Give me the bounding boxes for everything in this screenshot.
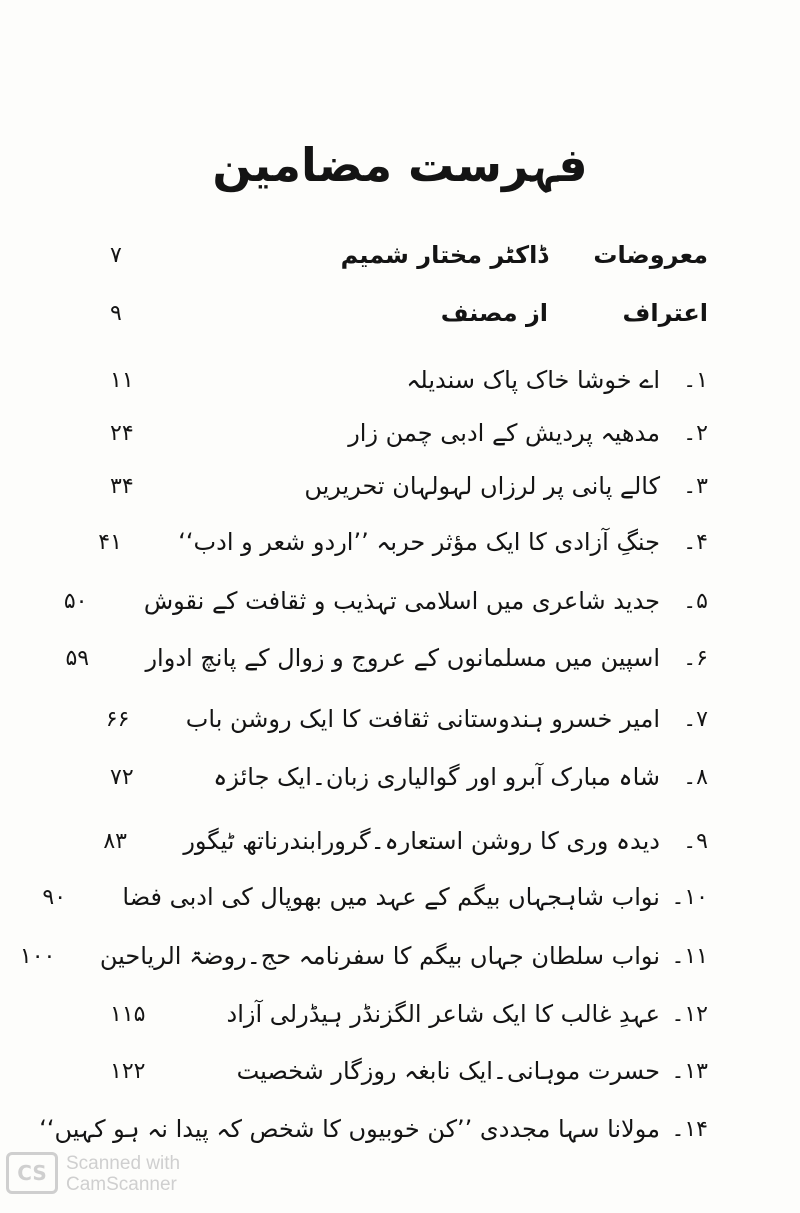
entry-number: ۱۴۔ — [671, 1116, 708, 1142]
entry-number: ۶۔ — [683, 645, 708, 671]
toc-entry — [110, 410, 708, 456]
entry-title: نواب سلطان جہاں بیگم کا سفرنامہ حج۔روضۃ الریاحین — [99, 942, 660, 970]
entry-title: عہدِ غالب کا ایک شاعر الگزنڈر ہیڈرلی آزاد — [226, 1000, 660, 1028]
page-number: ۱۱ — [110, 367, 134, 393]
page-number — [0, 1117, 39, 1142]
toc-entry — [98, 519, 708, 565]
entry-number: ۸۔ — [683, 764, 708, 790]
front-matter-row — [110, 232, 708, 278]
page-number: ۶۶ — [105, 706, 130, 732]
entry-title: امیر خسرو ہندوستانی ثقافت کا ایک روشن باب — [185, 705, 660, 733]
entry-number: ۴۔ — [683, 529, 708, 555]
entry-number: ۳۔ — [683, 473, 708, 499]
camscanner-logo: CS — [6, 1152, 58, 1194]
page-number: ۴۱ — [98, 529, 122, 555]
toc-entry — [63, 578, 708, 624]
toc-entry — [110, 357, 708, 403]
entry-number: ۱۰۔ — [671, 884, 708, 910]
entry-number: ۵۔ — [683, 588, 708, 614]
page-number: ۱۰۰ — [19, 943, 56, 969]
entry-title: حسرت موہانی۔ایک نابغہ روزگار شخصیت — [236, 1057, 660, 1085]
entry-title: شاہ مبارک آبرو اور گوالیاری زبان۔ایک جائزہ — [213, 763, 660, 791]
watermark-line-2: CamScanner — [66, 1174, 177, 1195]
entry-number: ۷۔ — [683, 706, 708, 732]
toc-entry — [39, 1106, 708, 1152]
page-number: ۷ — [110, 242, 122, 268]
entry-title: مولانا سہا مجددی ’’کن خوبیوں کا شخص کہ پیدا نہ ہو کہیں‘‘ — [39, 1115, 660, 1143]
entry-title: اے خوشا خاک پاک سندیلہ — [406, 366, 660, 394]
toc-entry — [65, 635, 708, 681]
entry-title: دیدہ وری کا روشن استعارہ۔گرورابندرناتھ ٹیگور — [183, 827, 660, 855]
toc-entry — [110, 463, 708, 509]
page-number: ۱۲۲ — [110, 1058, 146, 1084]
toc-entry — [19, 933, 708, 979]
entry-number: ۱۱۔ — [671, 943, 708, 969]
front-matter-author: از مصنف — [440, 299, 548, 327]
toc-entry — [42, 874, 708, 920]
page-number: ۵۰ — [63, 588, 88, 614]
front-matter-label: اعتراف — [622, 299, 708, 327]
page-number: ۵۹ — [65, 645, 90, 671]
entry-number: ۲۔ — [683, 420, 708, 446]
toc-entry — [103, 818, 708, 864]
toc-entry — [105, 696, 708, 742]
watermark-line-1: Scanned with — [66, 1153, 181, 1174]
page-number: ۲۴ — [110, 420, 134, 446]
entry-title: نواب شاہجہاں بیگم کے عہد میں بھوپال کی ادبی فضا — [122, 883, 660, 911]
page-number: ۷۲ — [110, 764, 134, 790]
page-title: فہرست مضامین — [212, 138, 588, 192]
entry-number: ۱۲۔ — [671, 1001, 708, 1027]
entry-number: ۹۔ — [683, 828, 708, 854]
entry-title: جنگِ آزادی کا ایک مؤثر حربہ ’’اردو شعر و ادب‘‘ — [178, 528, 660, 556]
entry-number: ۱۔ — [683, 367, 708, 393]
page-number: ۹۰ — [42, 884, 67, 910]
page-number: ۳۴ — [110, 473, 134, 499]
entry-number: ۱۳۔ — [671, 1058, 708, 1084]
entry-title: اسپین میں مسلمانوں کے عروج و زوال کے پانچ ادوار — [145, 644, 660, 672]
toc-entry — [110, 1048, 708, 1094]
front-matter-label: معروضات — [593, 241, 708, 269]
toc-entry — [110, 754, 708, 800]
front-matter-row — [110, 290, 708, 336]
entry-title: جدید شاعری میں اسلامی تہذیب و ثقافت کے نقوش — [143, 587, 660, 615]
page-number: ۱۱۵ — [110, 1001, 146, 1027]
page-number: ۹ — [110, 300, 122, 326]
front-matter-author: ڈاکٹر مختار شمیم — [340, 241, 548, 269]
entry-title: مدھیہ پردیش کے ادبی چمن زار — [348, 419, 660, 447]
scanner-watermark — [66, 1153, 180, 1195]
toc-entry — [110, 991, 708, 1037]
entry-title: کالے پانی پر لرزاں لہولہان تحریریں — [304, 472, 660, 500]
page-number: ۸۳ — [103, 828, 127, 854]
